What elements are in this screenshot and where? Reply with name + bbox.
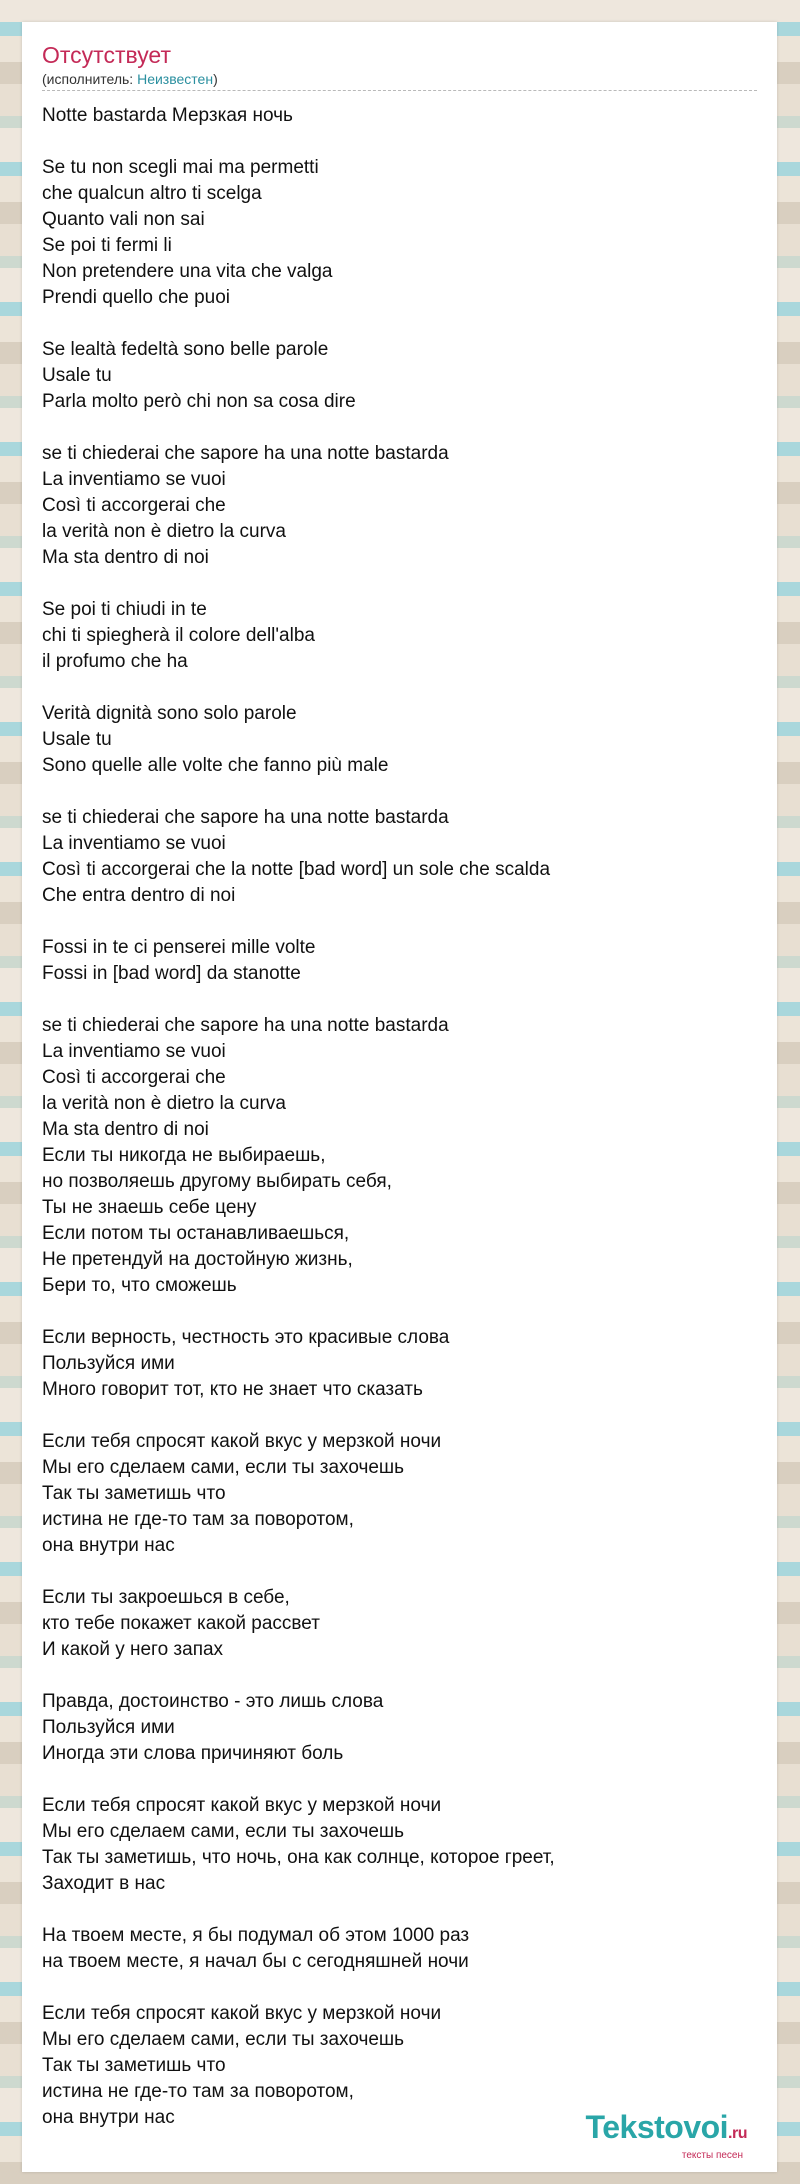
lyric-line: она внутри нас <box>42 2107 175 2128</box>
lyric-line: Если ты закроешься в себе, <box>42 1587 290 1608</box>
lyric-blank-line <box>42 1299 757 1325</box>
lyric-line: se ti chiederai che sapore ha una notte bastarda <box>42 807 449 828</box>
lyric-line: Правда, достоинство - это лишь слова <box>42 1691 384 1712</box>
lyric-blank-line <box>42 675 757 701</box>
lyric-blank-line <box>42 415 757 441</box>
lyric-line: chi ti spiegherà il colore dell'alba <box>42 625 315 646</box>
lyric-line: Usale tu <box>42 729 112 750</box>
lyric-line: Заходит в нас <box>42 1873 166 1894</box>
lyric-blank-line <box>42 1663 757 1689</box>
lyric-line: Così ti accorgerai che <box>42 1067 226 1088</box>
artist-prefix: (исполнитель: <box>42 71 138 87</box>
lyric-line: Мы его сделаем сами, если ты захочешь <box>42 1457 405 1478</box>
lyric-line: che qualcun altro ti scelga <box>42 183 262 204</box>
lyric-line: Много говорит тот, кто не знает что сказать <box>42 1379 423 1400</box>
lyric-blank-line <box>42 311 757 337</box>
lyric-line: Так ты заметишь, что ночь, она как солнце, которое греет, <box>42 1847 555 1868</box>
lyric-line: Если потом ты останавливаешься, <box>42 1223 350 1244</box>
lyric-line: Fossi in [bad word] da stanotte <box>42 963 301 984</box>
lyric-line: Quanto vali non sai <box>42 209 205 230</box>
lyric-line: Бери то, что сможешь <box>42 1275 237 1296</box>
lyric-line: Иногда эти слова причиняют боль <box>42 1743 344 1764</box>
lyric-line: Не претендуй на достойную жизнь, <box>42 1249 353 1270</box>
lyric-line: Se poi ti fermi li <box>42 235 172 256</box>
lyric-line: истина не где-то там за поворотом, <box>42 1509 354 1530</box>
lyric-blank-line <box>42 1559 757 1585</box>
lyric-line: il profumo che ha <box>42 651 188 672</box>
lyric-line: La inventiamo se vuoi <box>42 469 226 490</box>
lyric-blank-line <box>42 779 757 805</box>
lyric-line: Пользуйся ими <box>42 1717 175 1738</box>
song-header <box>42 40 757 91</box>
lyric-line: Так ты заметишь что <box>42 2055 226 2076</box>
song-title: Отсутствует <box>42 42 171 68</box>
lyric-line: Usale tu <box>42 365 112 386</box>
lyric-line: Ma sta dentro di noi <box>42 547 209 568</box>
lyric-blank-line <box>42 571 757 597</box>
lyric-line: Мы его сделаем сами, если ты захочешь <box>42 1821 405 1842</box>
lyric-line: Если тебя спросят какой вкус у мерзкой ночи <box>42 1795 442 1816</box>
lyric-line: кто тебе покажет какой рассвет <box>42 1613 320 1634</box>
logo-name: Tekstovoi <box>585 2109 729 2145</box>
lyric-line: Che entra dentro di noi <box>42 885 236 906</box>
lyric-line: Così ti accorgerai che la notte [bad word] un sole che scalda <box>42 859 551 880</box>
lyric-line: Notte bastarda Мерзкая ночь <box>42 105 293 126</box>
lyric-line: На твоем месте, я бы подумал об этом 1000 раз <box>42 1925 470 1946</box>
logo-tagline: тексты песен <box>681 2150 743 2161</box>
lyric-line: Если тебя спросят какой вкус у мерзкой ночи <box>42 1431 442 1452</box>
lyric-blank-line <box>42 909 757 935</box>
logo-tld: .ru <box>728 2125 747 2142</box>
lyric-line: на твоем месте, я начал бы с сегодняшней ночи <box>42 1951 469 1972</box>
lyric-line: se ti chiederai che sapore ha una notte bastarda <box>42 1015 449 1036</box>
lyric-blank-line <box>42 1767 757 1793</box>
lyric-line: Ты не знаешь себе цену <box>42 1197 257 1218</box>
site-logo[interactable] <box>586 2111 747 2162</box>
lyric-line: Fossi in te ci penserei mille volte <box>42 937 316 958</box>
lyric-line: Мы его сделаем сами, если ты захочешь <box>42 2029 405 2050</box>
lyric-line: Если верность, честность это красивые слова <box>42 1327 450 1348</box>
lyric-blank-line <box>42 129 757 155</box>
lyric-blank-line <box>42 1403 757 1429</box>
lyrics-body <box>42 103 757 2131</box>
lyric-line: Così ti accorgerai che <box>42 495 226 516</box>
lyric-line: Ma sta dentro di noi <box>42 1119 209 1140</box>
logo-wordmark <box>586 2111 747 2150</box>
lyric-line: Se lealtà fedeltà sono belle parole <box>42 339 329 360</box>
lyric-line: la verità non è dietro la curva <box>42 1093 286 1114</box>
lyric-blank-line <box>42 1897 757 1923</box>
lyric-line: Prendi quello che puoi <box>42 287 231 308</box>
lyric-line: истина не где-то там за поворотом, <box>42 2081 354 2102</box>
artist-link[interactable]: Неизвестен <box>137 71 214 87</box>
lyric-line: La inventiamo se vuoi <box>42 1041 226 1062</box>
artist-suffix: ) <box>213 71 218 87</box>
lyric-blank-line <box>42 987 757 1013</box>
lyric-line: La inventiamo se vuoi <box>42 833 226 854</box>
lyric-line: Verità dignità sono solo parole <box>42 703 297 724</box>
lyric-line: Se tu non scegli mai ma permetti <box>42 157 319 178</box>
lyric-line: Se poi ti chiudi in te <box>42 599 207 620</box>
lyric-line: Parla molto però chi non sa cosa dire <box>42 391 356 412</box>
lyric-line: И какой у него запах <box>42 1639 224 1660</box>
lyric-line: Пользуйся ими <box>42 1353 175 1374</box>
artist-line <box>42 70 757 88</box>
lyric-line: la verità non è dietro la curva <box>42 521 286 542</box>
lyric-line: Sono quelle alle volte che fanno più male <box>42 755 389 776</box>
lyric-line: se ti chiederai che sapore ha una notte bastarda <box>42 443 449 464</box>
lyric-line: Если тебя спросят какой вкус у мерзкой ночи <box>42 2003 442 2024</box>
lyric-line: но позволяешь другому выбирать себя, <box>42 1171 392 1192</box>
lyric-line: Если ты никогда не выбираешь, <box>42 1145 326 1166</box>
lyric-blank-line <box>42 1975 757 2001</box>
lyric-line: она внутри нас <box>42 1535 175 1556</box>
lyric-line: Так ты заметишь что <box>42 1483 226 1504</box>
lyric-line: Non pretendere una vita che valga <box>42 261 333 282</box>
lyrics-card <box>22 22 777 2172</box>
